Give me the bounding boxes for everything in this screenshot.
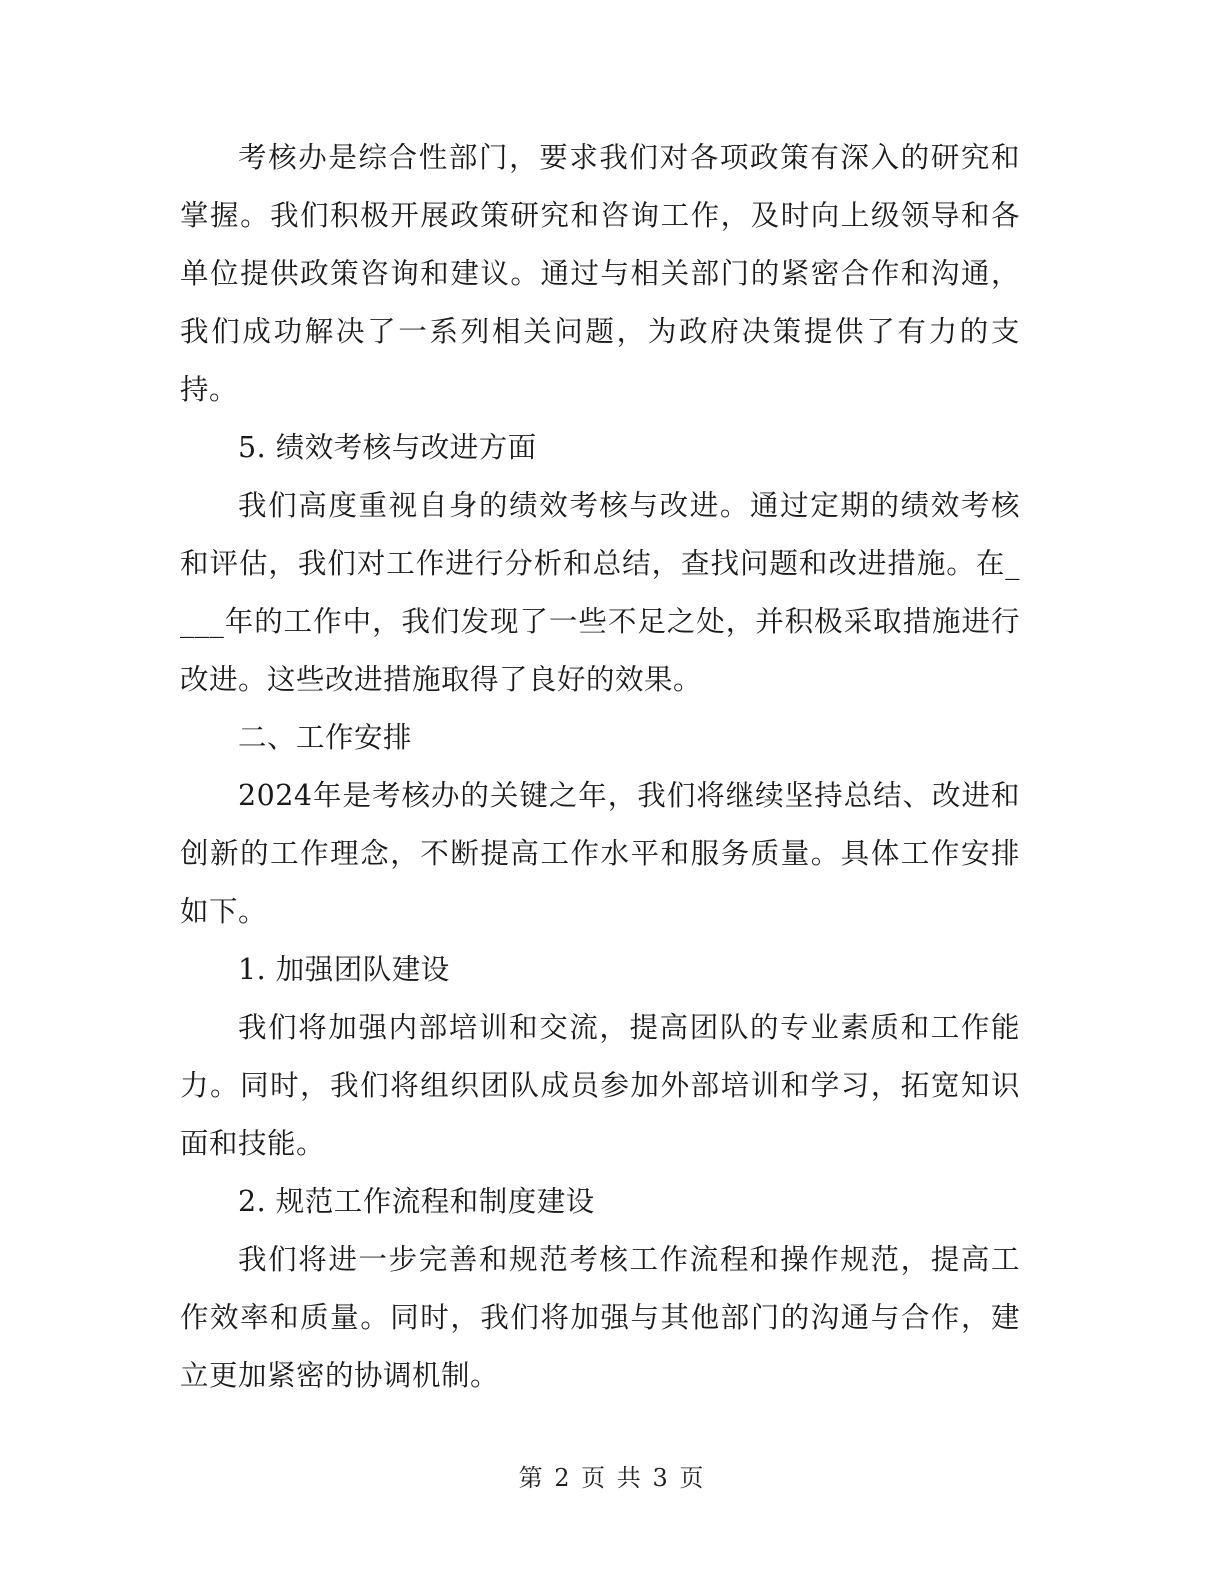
paragraph-work-arrangement: 2024年是考核办的关键之年，我们将继续坚持总结、改进和创新的工作理念，不断提高工作水平和服务质量。具体工作安排如下。 [180, 779, 1020, 928]
heading-team-building: 1. 加强团队建设 [238, 953, 450, 986]
paragraph-policy-research: 考核办是综合性部门，要求我们对各项政策有深入的研究和掌握。我们积极开展政策研究和咨询工作，及时向上级领导和各单位提供政策咨询和建议。通过与相关部门的紧密合作和沟通，我们成功解决了一系列相关问题，为政府决策提供了有力的支持。 [180, 141, 1020, 406]
heading-performance-review: 5. 绩效考核与改进方面 [238, 431, 537, 464]
heading-process-standardization: 2. 规范工作流程和制度建设 [238, 1185, 595, 1218]
heading-work-arrangement: 二、工作安排 [238, 721, 413, 754]
page-number-footer: 第 2 页 共 3 页 [518, 1464, 706, 1492]
paragraph-performance-review: 我们高度重视自身的绩效考核与改进。通过定期的绩效考核和评估，我们对工作进行分析和总结，查找问题和改进措施。在____年的工作中，我们发现了一些不足之处，并积极采取措施进行改进。这些改进措施取得了良好的效果。 [180, 489, 1020, 696]
document-body [180, 129, 1020, 1405]
paragraph-process-standardization: 我们将进一步完善和规范考核工作流程和操作规范，提高工作效率和质量。同时，我们将加强与其他部门的沟通与合作，建立更加紧密的协调机制。 [180, 1243, 1020, 1392]
paragraph-team-building: 我们将加强内部培训和交流，提高团队的专业素质和工作能力。同时，我们将组织团队成员参加外部培训和学习，拓宽知识面和技能。 [180, 1011, 1020, 1160]
